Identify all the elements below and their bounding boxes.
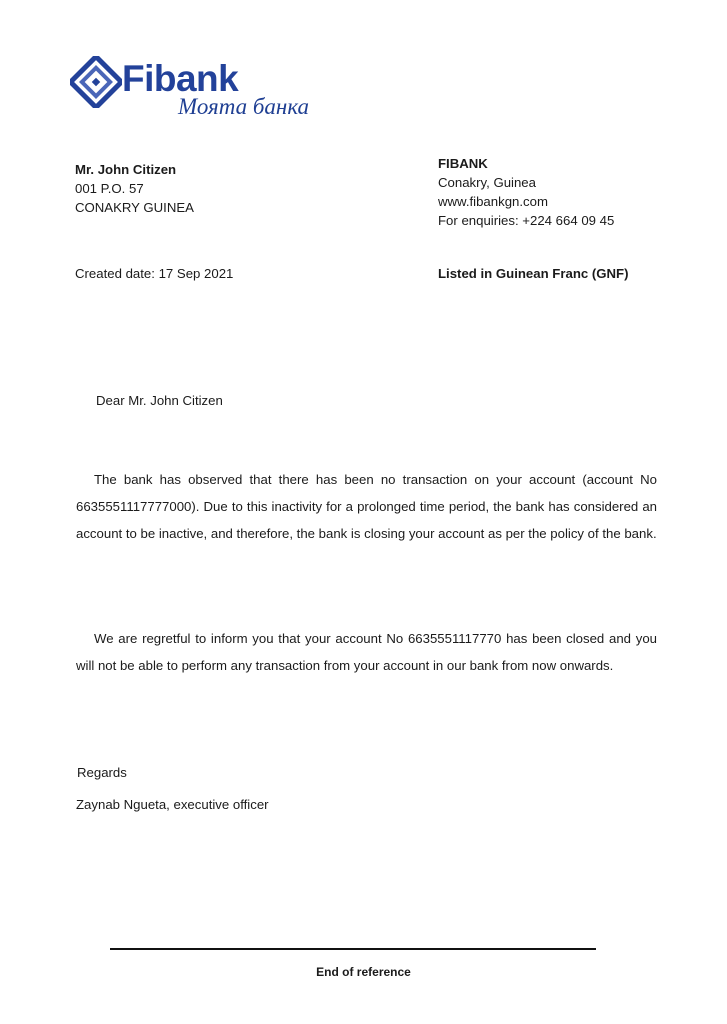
fibank-emblem-icon [70, 56, 122, 108]
end-of-reference: End of reference [316, 965, 411, 979]
currency-note: Listed in Guinean Franc (GNF) [438, 266, 629, 281]
created-date: Created date: 17 Sep 2021 [75, 266, 234, 281]
salutation: Dear Mr. John Citizen [96, 393, 223, 408]
logo-brand-text: Fibank [122, 58, 239, 99]
footer-divider [110, 948, 596, 950]
body-paragraph-2: We are regretful to inform you that your account No 6635551117770 has been closed and you will not be able to perform any transaction from your account in our bank from now onwards. [76, 631, 657, 673]
signer-name: Zaynab Ngueta, executive officer [76, 797, 269, 812]
bank-website: www.fibankgn.com [438, 194, 548, 209]
recipient-address [75, 160, 194, 217]
recipient-name: Mr. John Citizen [75, 162, 177, 177]
recipient-line-3: CONAKRY GUINEA [75, 200, 194, 215]
bank-name: FIBANK [438, 156, 488, 171]
bank-logo [70, 54, 340, 122]
bank-enquiries: For enquiries: +224 664 09 45 [438, 213, 615, 228]
bank-city: Conakry, Guinea [438, 175, 536, 190]
body-paragraph-1: The bank has observed that there has been no transaction on your account (account No 6635551117777000). Due to this inactivity for a prolonged time period, the bank has considered an account to be inactive, and therefore, the bank is closing your account as per the policy of the bank. [76, 472, 657, 541]
recipient-line-2: 001 P.O. 57 [75, 181, 144, 196]
logo-tagline: Моята банка [178, 94, 310, 119]
bank-address [438, 154, 614, 230]
closing-regards: Regards [77, 765, 127, 780]
